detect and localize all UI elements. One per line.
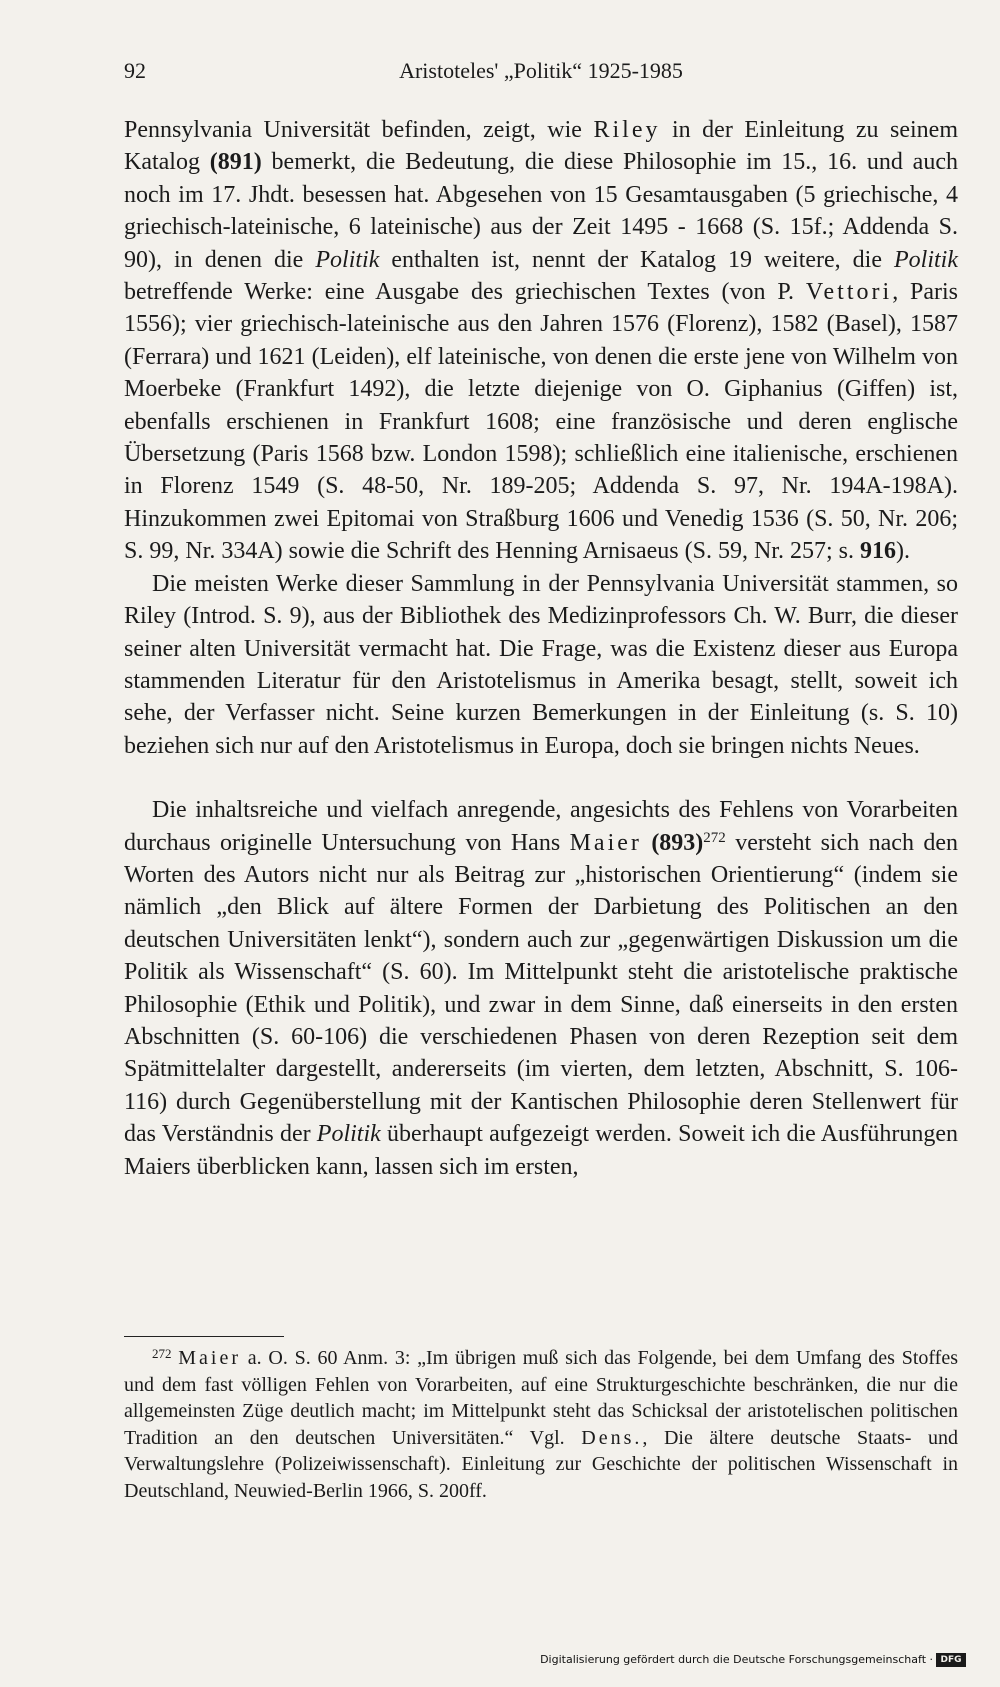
running-head (124, 56, 958, 86)
page-number: 92 (124, 58, 146, 83)
italic-title-politik: Politik (894, 246, 958, 273)
body-text (124, 114, 958, 1183)
author-name-maier: Maier (178, 1347, 242, 1369)
digitization-credit (540, 1649, 966, 1671)
author-name-riley: Riley (593, 117, 661, 143)
italic-title-politik: Politik (316, 1121, 381, 1148)
footnote-272: $^{272}$ Maier a. O. S. 60 Anm. 3: „Im übrigen muß sich das Folgende, bei dem Umfang des Stoffes und dem fast völligen Fehlen von Vorarbeiten, auf eine Strukturgeschichte beschränken, die nur die allgemeinsten Züge deutlich macht; im Mittelpunkt steht das Schicksal der aristotelischen politischen Tradition an den deutschen Universitäten.“ Vgl. Dens., Die ältere deutsche Staats- und Verwaltungslehre (Polizeiwissenschaft). Einleitung zur Geschichte der politischen Wissenschaft in Deutschland, Neuwied-Berlin 1966, S. 200ff. (124, 1346, 958, 1502)
bibliography-ref-916: 916 (859, 538, 896, 565)
paragraph-2: Die meisten Werke dieser Sammlung in der Pennsylvania Universität stammen, so Riley (Introd. S. 9), aus der Bibliothek des Medizinprofessors Ch. W. Burr, die dieser seiner alten Universität vermacht hat. Die Frage, was die Existenz dieser aus Europa stammenden Literatur für den Aristotelismus in Amerika besagt, stellt, soweit ich sehe, der Verfasser nicht. Seine kurzen Bemerkungen in der Einleitung (s. S. 10) beziehen sich nur auf den Aristotelismus in Europa, doch sie bringen nichts Neues. (124, 570, 958, 759)
bibliography-ref-891: (891) (209, 149, 262, 176)
author-abbrev-dens: Dens. (581, 1426, 643, 1449)
paragraph-3: Die inhaltsreiche und vielfach anregende, angesichts des Fehlens von Vorarbeiten durchaus originelle Untersuchung von Hans Maier $(893)^{272}$ versteht sich nach den Worten des Autors nicht nur als Beitrag zur „historischen Orientierung“ (indem sie nämlich „den Blick auf ältere Formen der Darbietung des Politischen an den deutschen Universitäten lenkt“), sondern auch zur „gegenwärtigen Diskussion um die Politik als Wissenschaft“ (S. 60). Im Mittelpunkt steht die aristotelische praktische Philosophie (Ethik und Politik), und zwar in dem Sinne, daß einerseits in den ersten Abschnitten (S. 60-106) die verschiedenen Phasen von deren Rezeption seit dem Spätmittelalter dargestellt, andererseits (im vierten, dem letzten, Abschnitt, S. 106-116) durch Gegenüberstellung mit der Kantischen Philosophie deren Stellenwert für das Verständnis der Politik überhaupt aufgezeigt werden. Soweit ich die Ausführungen Maiers überblicken kann, lassen sich im ersten, (124, 797, 959, 1180)
bibliography-ref-893: (893) (651, 829, 704, 856)
italic-title-politik: Politik (315, 246, 380, 273)
paragraph-1: Pennsylvania Universität befinden, zeigt, wie Riley in der Einleitung zu seinem Katalog (891) bemerkt, die Bedeutung, die diese Philosophie im 15., 16. und auch noch im 17. Jhdt. besessen hat. Abgesehen von 15 Gesamtausgaben (5 griechische, 4 griechisch-lateinische, 6 lateinische) aus der Zeit 1495 - 1668 (S. 15f.; Addenda S. 90), in denen die Politik enthalten ist, nennt der Katalog 19 weitere, die Politik betreffende Werke: eine Ausgabe des griechischen Textes (von P. Vettori, Paris 1556); vier griechisch-lateinische aus den Jahren 1576 (Florenz), 1582 (Basel), 1587 (Ferrara) und 1621 (Leiden), elf lateinische, von denen die erste jene von Wilhelm von Moerbeke (Frankfurt 1492), die letzte diejenige von O. Giphanius (Giffen) ist, ebenfalls erschienen in Frankfurt 1608; eine französische und deren englische Übersetzung (Paris 1568 bzw. London 1598); schließlich eine italienische, erschienen in Florenz 1549 (S. 48-50, Nr. 189-205; Addenda S. 97, Nr. 194A-198A). Hinzukommen zwei Epitomai von Straßburg 1606 und Venedig 1536 (S. 50, Nr. 206; S. 99, Nr. 334A) sowie die Schrift des Henning Arnisaeus (S. 59, Nr. 257; s. 916). (124, 117, 959, 565)
footnote-divider (124, 1336, 284, 1337)
running-title: Aristoteles' „Politik“ 1925-1985 (399, 58, 683, 83)
dfg-logo-icon: DFG (936, 1653, 966, 1667)
author-name-vettori: Vettori (805, 279, 893, 306)
digitization-text: Digitalisierung gefördert durch die Deutsche Forschungsgemeinschaft · (540, 1653, 933, 1666)
footnote-number: 272 (152, 1346, 172, 1361)
footnote-marker[interactable]: 272 (703, 829, 726, 846)
author-name-maier: Maier (569, 829, 642, 856)
